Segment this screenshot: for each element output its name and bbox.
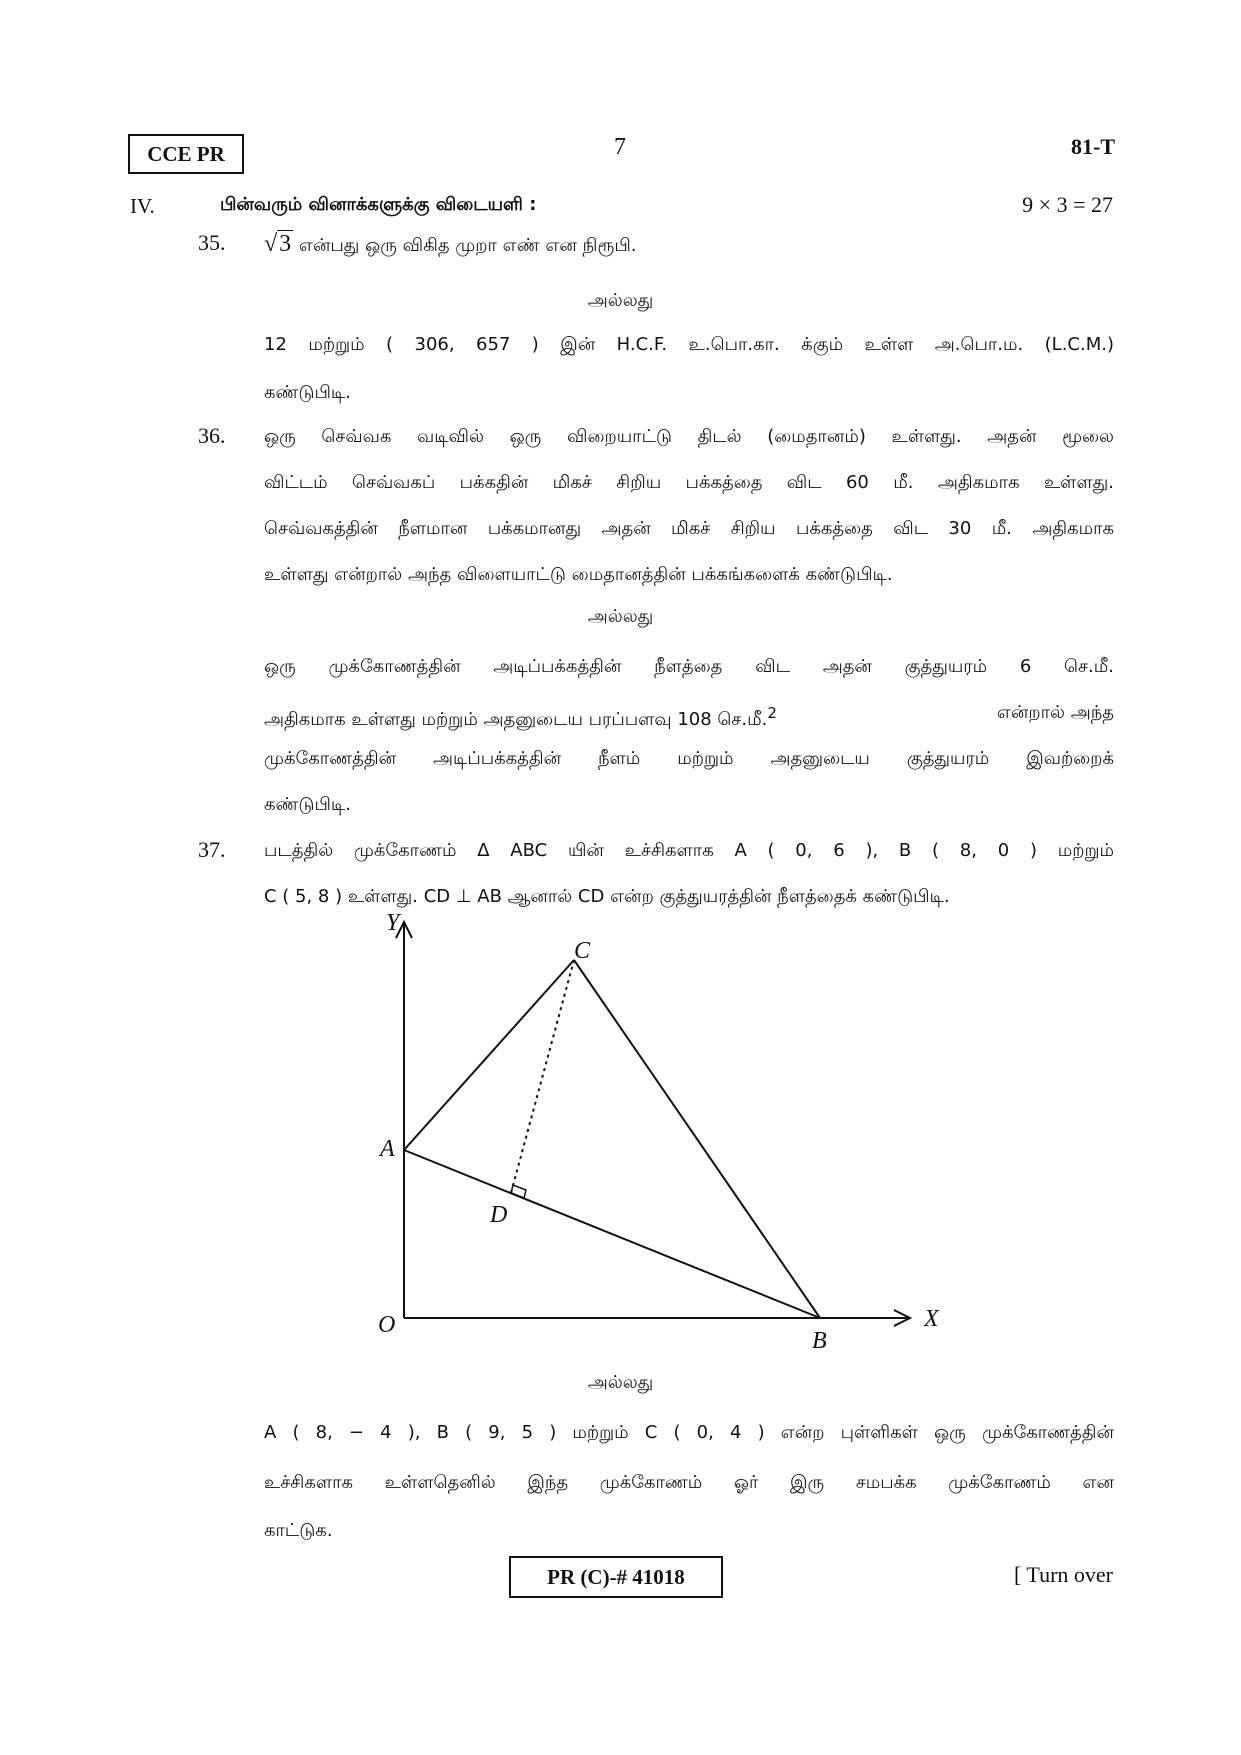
question-36-line-2: விட்டம் செவ்வகப் பக்கதின் மிகச் சிறிய பக்கத்தை விட 60 மீ. அதிகமாக உள்ளது. (264, 472, 1114, 493)
question-36-alt-line-2 (264, 698, 1114, 735)
vertex-b-label: B (812, 1328, 827, 1354)
vertex-c-label: C (574, 938, 591, 964)
sqrt-radicand: 3 (279, 231, 292, 257)
question-35-number: 35. (198, 230, 226, 255)
section-marks: 9 × 3 = 27 (1022, 192, 1113, 217)
question-36-alt-line-2-tail: என்றால் அந்த (996, 702, 1114, 723)
sqrt-symbol: √3 (264, 231, 292, 257)
side-ab (404, 1150, 820, 1318)
question-37-alt-line-2: உச்சிகளாக உள்ளதெனில் இந்த முக்கோணம் ஓர் இரு சமபக்க முக்கோணம் என (264, 1472, 1114, 1493)
cce-pr-label: CCE PR (128, 134, 244, 174)
question-36-line-4: உள்ளது என்றால் அந்த விளையாட்டு மைதானத்தின் பக்கங்களைக் கண்டுபிடி. (264, 564, 893, 585)
question-35-alt-line-2: கண்டுபிடி. (264, 382, 351, 403)
x-axis-label: X (924, 1306, 939, 1332)
or-label: அல்லது (587, 1372, 654, 1393)
question-36-alt-line-3: முக்கோணத்தின் அடிப்பக்கத்தின் நீளம் மற்றும் அதனுடைய குத்துயரம் இவற்றைக் (264, 748, 1114, 769)
question-36-alt-line-1: ஒரு முக்கோணத்தின் அடிப்பக்கத்தின் நீளத்தை விட அதன் குத்துயரம் 6 செ.மீ. (264, 656, 1114, 677)
question-37-number: 37. (198, 837, 226, 862)
point-d-label: D (490, 1202, 508, 1228)
side-cb (574, 960, 820, 1318)
question-35-text (264, 229, 1114, 261)
question-37-line-1: படத்தில் முக்கோணம் Δ ABC யின் உச்சிகளாக A ( 0, 6 ), B ( 8, 0 ) மற்றும் (264, 840, 1114, 861)
question-36-line-1: ஒரு செவ்வக வடிவில் ஒரு விறையாட்டு திடல் (மைதானம்) உள்ளது. அதன் மூலை (264, 426, 1114, 447)
origin-label: O (378, 1312, 396, 1338)
footer-code-box: PR (C)-# 41018 (509, 1556, 723, 1598)
or-label: அல்லது (587, 290, 654, 311)
section-title: பின்வரும் வினாக்களுக்கு விடையளி : (220, 194, 537, 215)
y-axis-label: Y (386, 910, 400, 936)
superscript-two: 2 (767, 704, 777, 722)
question-37-line-2: C ( 5, 8 ) உள்ளது. CD ⊥ AB ஆனால் CD என்ற குத்துயரத்தின் நீளத்தைக் கண்டுபிடி. (264, 886, 950, 907)
question-35-alt-line-1: 12 மற்றும் ( 306, 657 ) இன் H.C.F. உ.பொ.கா. க்கும் உள்ள அ.பொ.ம. (L.C.M.) (264, 334, 1114, 355)
or-label: அல்லது (587, 606, 654, 627)
page-number: 7 (614, 134, 626, 160)
question-35-statement: என்பது ஒரு விகித முறா எண் என நிரூபி. (298, 235, 637, 256)
question-37-alt-line-3: காட்டுக. (264, 1520, 333, 1541)
question-37-alt-line-1: A ( 8, − 4 ), B ( 9, 5 ) மற்றும் C ( 0, 4 ) என்ற புள்ளிகள் ஒரு முக்கோணத்தின் (264, 1422, 1114, 1443)
vertex-a-label: A (380, 1136, 395, 1162)
question-36-line-3: செவ்வகத்தின் நீளமான பக்கமானது அதன் மிகச் சிறிய பக்கத்தை விட 30 மீ. அதிகமாக (264, 518, 1114, 539)
paper-code: 81-T (1071, 134, 1115, 159)
turn-over-label: [ Turn over (1013, 1562, 1113, 1587)
triangle-figure (360, 900, 960, 1360)
question-36-alt-line-2-head: அதிகமாக உள்ளது மற்றும் அதனுடைய பரப்பளவு 108 செ.மீ. (264, 709, 768, 730)
question-36-alt-line-4: கண்டுபிடி. (264, 794, 351, 815)
question-36-number: 36. (198, 423, 226, 448)
section-number: IV. (130, 194, 155, 218)
right-angle-marker (511, 1185, 526, 1198)
